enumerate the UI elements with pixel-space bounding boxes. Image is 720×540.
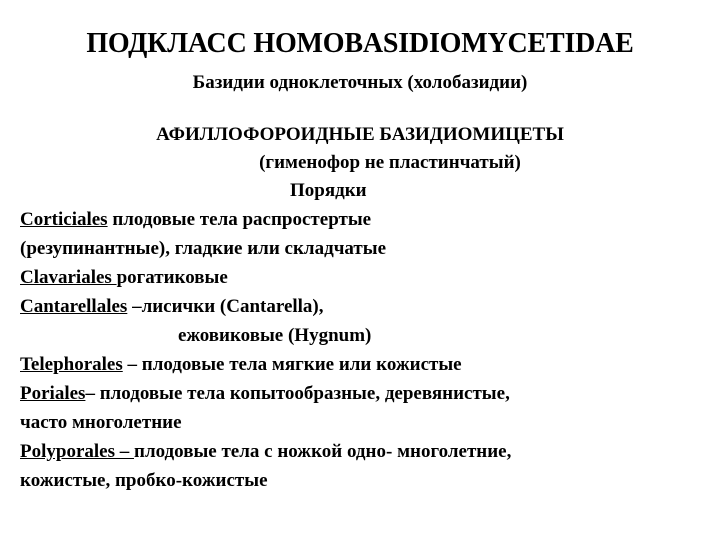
order-desc-polyporales-cont: кожистые, пробко-кожистые [20,470,268,491]
order-desc-telephorales: – плодовые тела мягкие или кожистые [122,354,462,375]
order-clavariales [20,265,228,291]
order-name-cantarellales: Cantarellales [20,296,128,317]
order-name-clavariales: Clavariales [20,267,117,288]
section-heading: АФИЛЛОФОРОИДНЫЕ БАЗИДИОМИЦЕТЫ [156,124,564,145]
section-heading-note: (гименофор не пластинчатый) [259,152,521,173]
order-name-poriales: Poriales [20,383,86,404]
slide-subtitle: Базидии одноклеточных (холобазидии) [192,72,528,93]
order-cantarellales [20,294,324,320]
slide-title: ПОДКЛАСС HOMOBASIDIOMYCETIDAE [86,28,634,59]
order-desc-polyporales: плодовые тела с ножкой одно- многолетние, [134,441,512,462]
order-name-corticiales: Corticiales [20,209,108,230]
order-desc-poriales-cont: часто многолетние [20,412,182,433]
order-desc-corticiales-cont: (резупинантные), гладкие или складчатые [20,238,387,259]
order-desc-corticiales: плодовые тела распростертые [107,209,372,230]
order-corticiales [20,207,371,233]
order-desc-poriales: – плодовые тела копытообразные, деревянистые, [85,383,510,404]
order-poriales [20,381,510,407]
order-name-polyporales: Polyporales – [20,441,134,462]
orders-label: Порядки [290,180,367,201]
order-polyporales [20,439,511,465]
order-desc-cantarellales-cont: ежовиковые (Hygnum) [178,325,372,346]
order-desc-clavariales: рогатиковые [116,267,228,288]
order-telephorales [20,352,462,378]
order-desc-cantarellales: –лисички (Cantarella), [127,296,324,317]
order-name-telephorales: Telephorales [20,354,123,375]
